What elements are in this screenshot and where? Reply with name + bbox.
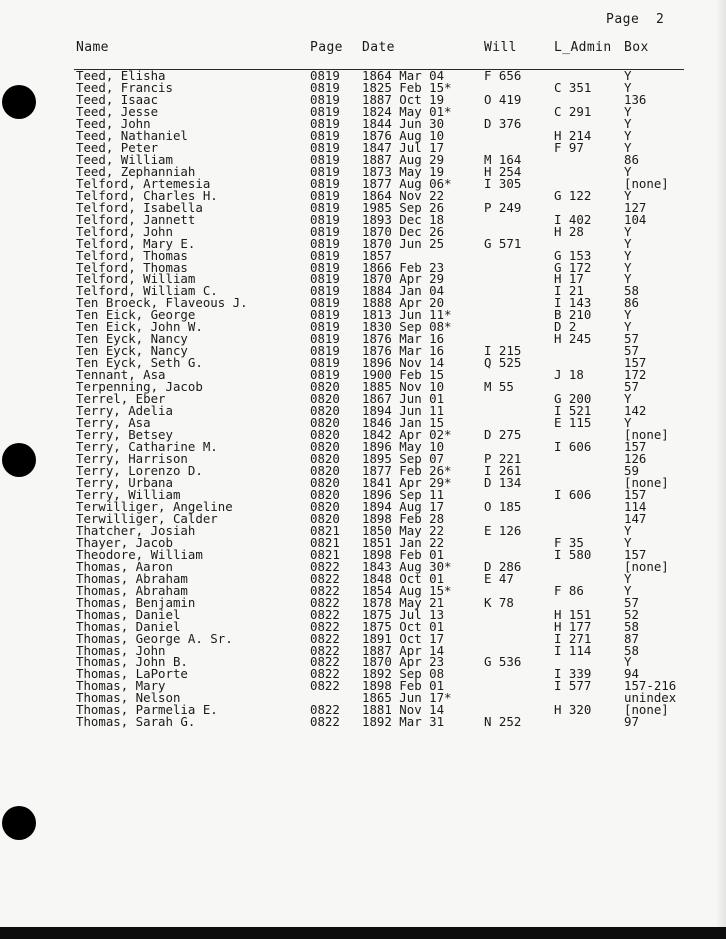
- cell-name: Teed, John: [76, 115, 151, 131]
- cell-will: I 261: [484, 462, 522, 478]
- cell-box: 172: [624, 367, 647, 383]
- cell-box: 52: [624, 606, 639, 622]
- cell-box: unindex: [624, 690, 677, 706]
- cell-will: I 305: [484, 175, 522, 191]
- cell-page: 0822: [310, 618, 340, 634]
- cell-page: 0819: [310, 139, 340, 155]
- cell-date: 1985 Sep 26: [362, 199, 445, 215]
- cell-box: Y: [624, 307, 632, 323]
- cell-admin: G 172: [554, 259, 592, 275]
- cell-admin: I 271: [554, 630, 592, 646]
- cell-page: 0820: [310, 510, 340, 526]
- cell-admin: E 115: [554, 415, 592, 431]
- cell-will: D 286: [484, 558, 522, 574]
- cell-page: 0819: [310, 127, 340, 143]
- cell-date: 1866 Feb 23: [362, 259, 445, 275]
- cell-name: Terry, Harrison: [76, 451, 188, 466]
- cell-name: Telford, William: [76, 271, 196, 287]
- cell-box: 104: [624, 211, 647, 227]
- cell-admin: G 122: [554, 187, 592, 203]
- cell-page: 0819: [310, 343, 340, 359]
- cell-admin: G 153: [554, 247, 592, 263]
- cell-date: 1896 Sep 11: [362, 486, 445, 502]
- cell-name: Teed, Zephanniah: [76, 163, 196, 179]
- cell-box: Y: [624, 259, 632, 275]
- cell-page: 0822: [310, 714, 340, 730]
- cell-box: Y: [624, 103, 632, 119]
- cell-will: G 536: [484, 654, 522, 670]
- cell-page: 0821: [310, 534, 340, 550]
- cell-page: 0819: [310, 283, 340, 299]
- cell-will: F 656: [484, 68, 522, 83]
- cell-name: Teed, Elisha: [76, 68, 166, 83]
- cell-will: D 275: [484, 427, 522, 443]
- cell-date: 1884 Jan 04: [362, 283, 445, 299]
- cell-page: 0819: [310, 175, 340, 191]
- cell-admin: H 177: [554, 618, 592, 634]
- cell-name: Thomas, Abraham: [76, 582, 188, 598]
- cell-name: Telford, William C.: [76, 283, 218, 299]
- cell-name: Teed, Isaac: [76, 91, 159, 107]
- cell-box: Y: [624, 139, 632, 155]
- cell-page: 0820: [310, 498, 340, 514]
- cell-date: 1875 Jul 13: [362, 606, 445, 622]
- cell-admin: I 339: [554, 666, 592, 682]
- cell-date: 1870 Dec 26: [362, 223, 445, 239]
- cell-date: 1896 May 10: [362, 439, 445, 455]
- cell-admin: H 320: [554, 702, 592, 718]
- cell-admin: C 351: [554, 79, 592, 95]
- cell-box: 86: [624, 295, 639, 311]
- cell-date: 1888 Apr 20: [362, 295, 445, 311]
- cell-box: Y: [624, 235, 632, 251]
- cell-date: 1898 Feb 01: [362, 546, 445, 562]
- cell-box: [none]: [624, 427, 669, 443]
- cell-date: 1894 Jun 11: [362, 403, 445, 419]
- cell-page: 0819: [310, 235, 340, 251]
- header-name: Name: [76, 40, 109, 55]
- cell-date: 1851 Jan 22: [362, 534, 445, 550]
- cell-name: Ten Eick, John W.: [76, 319, 203, 335]
- cell-name: Terry, Asa: [76, 415, 151, 431]
- cell-box: [none]: [624, 474, 669, 490]
- cell-name: Terwilliger, Calder: [76, 510, 218, 526]
- table-row: [0, 716, 726, 728]
- cell-admin: G 200: [554, 391, 592, 407]
- cell-page: 0820: [310, 474, 340, 490]
- cell-page: 0822: [310, 678, 340, 694]
- cell-name: Ten Eyck, Seth G.: [76, 355, 203, 371]
- cell-date: 1893 Dec 18: [362, 211, 445, 227]
- cell-date: 1870 Jun 25: [362, 235, 445, 251]
- cell-name: Terrel, Eber: [76, 391, 166, 407]
- scan-bottom-edge: [0, 927, 726, 939]
- cell-admin: H 17: [554, 271, 584, 287]
- cell-box: 94: [624, 666, 639, 682]
- cell-date: 1885 Nov 10: [362, 379, 445, 395]
- cell-box: 58: [624, 642, 639, 658]
- cell-admin: F 86: [554, 582, 584, 598]
- cell-name: Terry, Adelia: [76, 403, 173, 419]
- cell-date: 1864 Mar 04: [362, 68, 445, 83]
- cell-page: 0819: [310, 199, 340, 215]
- cell-name: Teed, Nathaniel: [76, 127, 188, 143]
- cell-date: 1824 May 01*: [362, 103, 452, 119]
- cell-name: Terry, Betsey: [76, 427, 173, 443]
- cell-name: Thomas, LaPorte: [76, 666, 188, 682]
- cell-name: Theodore, William: [76, 546, 203, 562]
- cell-box: 87: [624, 630, 639, 646]
- header-box: Box: [624, 40, 649, 55]
- cell-date: 1847 Jul 17: [362, 139, 445, 155]
- cell-date: 1846 Jan 15: [362, 415, 445, 431]
- cell-date: 1870 Apr 23: [362, 654, 445, 670]
- cell-date: 1854 Aug 15*: [362, 582, 452, 598]
- cell-name: Thomas, Daniel: [76, 606, 181, 622]
- cell-name: Ten Eick, George: [76, 307, 196, 323]
- cell-date: 1898 Feb 28: [362, 510, 445, 526]
- cell-box: 157-216: [624, 678, 677, 694]
- cell-box: Y: [624, 163, 632, 179]
- cell-admin: I 606: [554, 439, 592, 455]
- cell-page: 0821: [310, 522, 340, 538]
- cell-date: 1865 Jun 17*: [362, 690, 452, 706]
- cell-will: P 249: [484, 199, 522, 215]
- cell-page: 0822: [310, 558, 340, 574]
- cell-box: 57: [624, 379, 639, 395]
- cell-box: Y: [624, 319, 632, 335]
- cell-box: 57: [624, 594, 639, 610]
- cell-box: 157: [624, 439, 647, 455]
- cell-box: 157: [624, 546, 647, 562]
- cell-box: Y: [624, 115, 632, 131]
- cell-page: 0820: [310, 451, 340, 466]
- cell-date: 1850 May 22: [362, 522, 445, 538]
- cell-will: K 78: [484, 594, 514, 610]
- cell-box: [none]: [624, 558, 669, 574]
- cell-name: Thomas, Nelson: [76, 690, 181, 706]
- cell-page: 0821: [310, 546, 340, 562]
- cell-date: 1892 Sep 08: [362, 666, 445, 682]
- cell-admin: I 577: [554, 678, 592, 694]
- cell-name: Telford, Artemesia: [76, 175, 211, 191]
- cell-date: 1873 May 19: [362, 163, 445, 179]
- cell-name: Thomas, Parmelia E.: [76, 702, 218, 718]
- cell-box: 157: [624, 486, 647, 502]
- cell-date: 1876 Mar 16: [362, 343, 445, 359]
- cell-box: Y: [624, 654, 632, 670]
- cell-page: 0819: [310, 355, 340, 371]
- cell-name: Thomas, Sarah G.: [76, 714, 196, 730]
- cell-name: Telford, Isabella: [76, 199, 203, 215]
- cell-date: 1867 Jun 01: [362, 391, 445, 407]
- cell-page: 0819: [310, 91, 340, 107]
- cell-date: 1843 Aug 30*: [362, 558, 452, 574]
- cell-name: Telford, Thomas: [76, 247, 188, 263]
- cell-date: 1876 Mar 16: [362, 331, 445, 347]
- cell-date: 1825 Feb 15*: [362, 79, 452, 95]
- cell-admin: J 18: [554, 367, 584, 383]
- cell-name: Terpenning, Jacob: [76, 379, 203, 395]
- cell-date: 1875 Oct 01: [362, 618, 445, 634]
- cell-page: 0820: [310, 486, 340, 502]
- cell-date: 1857: [362, 247, 392, 263]
- cell-page: 0822: [310, 594, 340, 610]
- header-will: Will: [484, 40, 517, 55]
- cell-name: Tennant, Asa: [76, 367, 166, 383]
- cell-admin: I 606: [554, 486, 592, 502]
- cell-box: 142: [624, 403, 647, 419]
- cell-name: Thomas, Benjamin: [76, 594, 196, 610]
- cell-will: G 571: [484, 235, 522, 251]
- cell-name: Thomas, Abraham: [76, 570, 188, 586]
- cell-box: Y: [624, 391, 632, 407]
- cell-box: Y: [624, 534, 632, 550]
- cell-page: 0820: [310, 462, 340, 478]
- cell-page: 0819: [310, 367, 340, 383]
- cell-box: 97: [624, 714, 639, 730]
- header-date: Date: [362, 40, 395, 55]
- cell-page: 0822: [310, 642, 340, 658]
- cell-admin: I 114: [554, 642, 592, 658]
- cell-name: Teed, Peter: [76, 139, 159, 155]
- cell-page: 0822: [310, 702, 340, 718]
- cell-box: Y: [624, 223, 632, 239]
- cell-admin: D 2: [554, 319, 577, 335]
- cell-name: Ten Broeck, Flaveous J.: [76, 295, 248, 311]
- cell-admin: H 245: [554, 331, 592, 347]
- cell-date: 1895 Sep 07: [362, 451, 445, 466]
- cell-name: Teed, Jesse: [76, 103, 159, 119]
- cell-name: Terwilliger, Angeline: [76, 498, 233, 514]
- cell-name: Ten Eyck, Nancy: [76, 331, 188, 347]
- cell-name: Terry, Urbana: [76, 474, 173, 490]
- cell-name: Telford, Charles H.: [76, 187, 218, 203]
- cell-name: Thomas, John B.: [76, 654, 188, 670]
- cell-date: 1877 Feb 26*: [362, 462, 452, 478]
- cell-page: 0819: [310, 151, 340, 167]
- cell-date: 1894 Aug 17: [362, 498, 445, 514]
- cell-page: 0822: [310, 654, 340, 670]
- cell-admin: F 97: [554, 139, 584, 155]
- cell-will: E 126: [484, 522, 522, 538]
- cell-date: 1900 Feb 15: [362, 367, 445, 383]
- cell-admin: I 521: [554, 403, 592, 419]
- cell-box: [none]: [624, 702, 669, 718]
- cell-page: 0822: [310, 630, 340, 646]
- cell-page: 0819: [310, 211, 340, 227]
- cell-will: D 134: [484, 474, 522, 490]
- cell-box: Y: [624, 127, 632, 143]
- cell-will: N 252: [484, 714, 522, 730]
- cell-box: 157: [624, 355, 647, 371]
- cell-date: 1848 Oct 01: [362, 570, 445, 586]
- cell-box: 126: [624, 451, 647, 466]
- cell-name: Teed, Francis: [76, 79, 173, 95]
- cell-box: 59: [624, 462, 639, 478]
- cell-box: Y: [624, 570, 632, 586]
- cell-box: Y: [624, 247, 632, 263]
- cell-page: 0819: [310, 187, 340, 203]
- index-table: [0, 70, 726, 728]
- header-page: Page: [310, 40, 343, 55]
- cell-page: 0820: [310, 391, 340, 407]
- cell-box: 136: [624, 91, 647, 107]
- cell-name: Telford, Jannett: [76, 211, 196, 227]
- cell-date: 1887 Aug 29: [362, 151, 445, 167]
- cell-date: 1844 Jun 30: [362, 115, 445, 131]
- cell-box: Y: [624, 522, 632, 538]
- cell-page: 0819: [310, 115, 340, 131]
- cell-page: 0819: [310, 331, 340, 347]
- cell-admin: I 402: [554, 211, 592, 227]
- cell-will: D 376: [484, 115, 522, 131]
- cell-box: Y: [624, 68, 632, 83]
- cell-date: 1870 Apr 29: [362, 271, 445, 287]
- cell-page: 0820: [310, 415, 340, 431]
- cell-date: 1887 Oct 19: [362, 91, 445, 107]
- cell-page: 0822: [310, 666, 340, 682]
- cell-page: 0819: [310, 79, 340, 95]
- cell-box: 127: [624, 199, 647, 215]
- cell-box: 86: [624, 151, 639, 167]
- cell-name: Teed, William: [76, 151, 173, 167]
- cell-will: O 185: [484, 498, 522, 514]
- cell-admin: I 143: [554, 295, 592, 311]
- cell-page: 0819: [310, 103, 340, 119]
- cell-admin: B 210: [554, 307, 592, 323]
- cell-will: I 215: [484, 343, 522, 359]
- cell-page: 0819: [310, 259, 340, 275]
- cell-will: P 221: [484, 451, 522, 466]
- cell-admin: H 151: [554, 606, 592, 622]
- page-number: Page 2: [606, 12, 665, 27]
- cell-admin: I 580: [554, 546, 592, 562]
- cell-date: 1892 Mar 31: [362, 714, 445, 730]
- cell-name: Thomas, George A. Sr.: [76, 630, 233, 646]
- cell-box: Y: [624, 415, 632, 431]
- cell-name: Ten Eyck, Nancy: [76, 343, 188, 359]
- cell-box: 114: [624, 498, 647, 514]
- cell-admin: C 291: [554, 103, 592, 119]
- cell-date: 1887 Apr 14: [362, 642, 445, 658]
- cell-page: 0822: [310, 570, 340, 586]
- cell-will: Q 525: [484, 355, 522, 371]
- cell-page: 0819: [310, 247, 340, 263]
- cell-name: Telford, John: [76, 223, 173, 239]
- cell-page: 0822: [310, 606, 340, 622]
- cell-name: Terry, William: [76, 486, 181, 502]
- cell-date: 1864 Nov 22: [362, 187, 445, 203]
- cell-admin: I 21: [554, 283, 584, 299]
- cell-will: M 55: [484, 379, 514, 395]
- cell-page: 0822: [310, 582, 340, 598]
- cell-box: Y: [624, 582, 632, 598]
- cell-will: E 47: [484, 570, 514, 586]
- cell-box: [none]: [624, 175, 669, 191]
- cell-box: 57: [624, 331, 639, 347]
- cell-date: 1878 May 21: [362, 594, 445, 610]
- cell-admin: H 214: [554, 127, 592, 143]
- cell-box: Y: [624, 271, 632, 287]
- header-admin: L_Admin: [554, 40, 612, 55]
- cell-page: 0819: [310, 223, 340, 239]
- cell-will: H 254: [484, 163, 522, 179]
- cell-will: M 164: [484, 151, 522, 167]
- cell-name: Thayer, Jacob: [76, 534, 173, 550]
- cell-date: 1842 Apr 02*: [362, 427, 452, 443]
- cell-name: Terry, Lorenzo D.: [76, 462, 203, 478]
- cell-name: Thomas, Daniel: [76, 618, 181, 634]
- cell-page: 0820: [310, 379, 340, 395]
- cell-box: Y: [624, 79, 632, 95]
- cell-page: 0820: [310, 439, 340, 455]
- cell-name: Thomas, Mary: [76, 678, 166, 694]
- cell-name: Thomas, John: [76, 642, 166, 658]
- cell-admin: H 28: [554, 223, 584, 239]
- cell-name: Telford, Thomas: [76, 259, 188, 275]
- cell-name: Terry, Catharine M.: [76, 439, 218, 455]
- cell-admin: F 35: [554, 534, 584, 550]
- cell-box: 58: [624, 618, 639, 634]
- cell-box: Y: [624, 187, 632, 203]
- cell-page: 0819: [310, 295, 340, 311]
- cell-name: Thatcher, Josiah: [76, 522, 196, 538]
- cell-page: 0820: [310, 403, 340, 419]
- cell-page: 0819: [310, 68, 340, 83]
- cell-will: O 419: [484, 91, 522, 107]
- cell-date: 1841 Apr 29*: [362, 474, 452, 490]
- cell-page: 0819: [310, 163, 340, 179]
- cell-name: Thomas, Aaron: [76, 558, 173, 574]
- cell-date: 1877 Aug 06*: [362, 175, 452, 191]
- cell-date: 1830 Sep 08*: [362, 319, 452, 335]
- cell-box: 58: [624, 283, 639, 299]
- cell-box: 57: [624, 343, 639, 359]
- cell-date: 1896 Nov 14: [362, 355, 445, 371]
- cell-page: 0820: [310, 427, 340, 443]
- cell-page: 0819: [310, 307, 340, 323]
- cell-page: 0819: [310, 319, 340, 335]
- cell-date: 1813 Jun 11*: [362, 307, 452, 323]
- cell-date: 1881 Nov 14: [362, 702, 445, 718]
- cell-date: 1891 Oct 17: [362, 630, 445, 646]
- cell-date: 1898 Feb 01: [362, 678, 445, 694]
- cell-name: Telford, Mary E.: [76, 235, 196, 251]
- cell-date: 1876 Aug 10: [362, 127, 445, 143]
- cell-box: 147: [624, 510, 647, 526]
- cell-page: 0819: [310, 271, 340, 287]
- punch-hole-bottom: [2, 806, 36, 840]
